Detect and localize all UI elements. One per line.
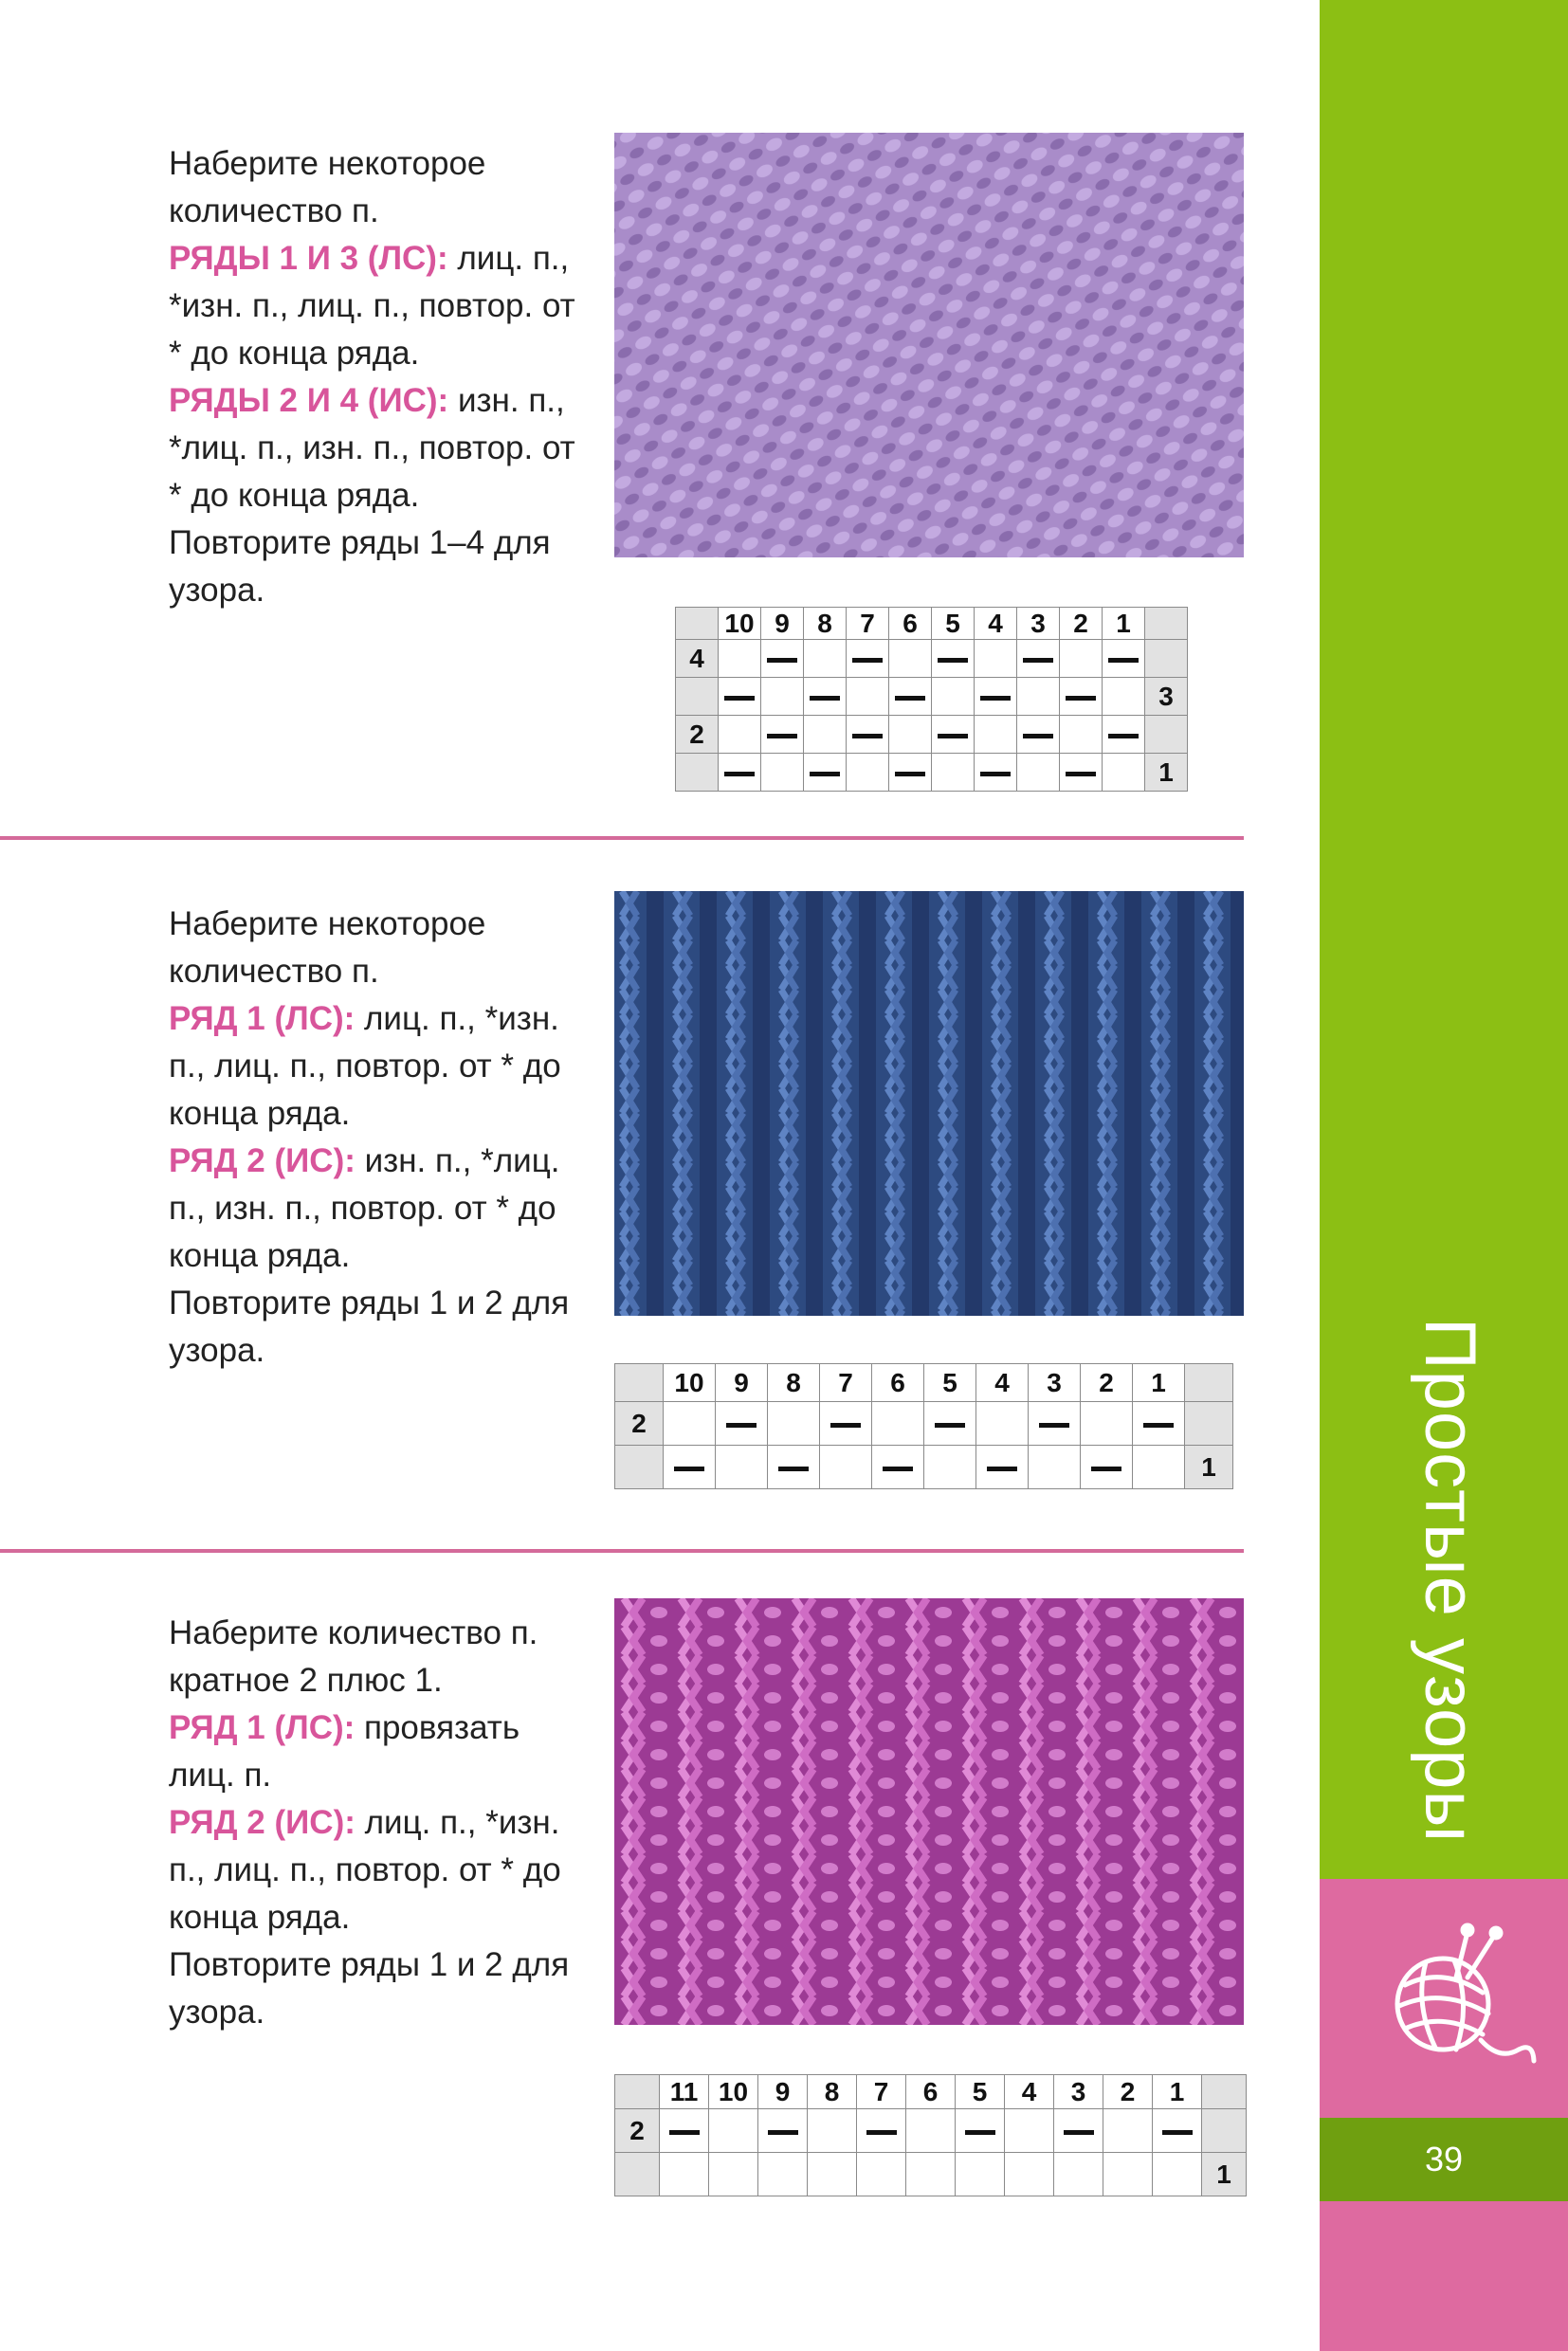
col-label: 2: [1060, 608, 1103, 640]
pattern-3-row-b: [169, 1799, 586, 1941]
col-label: 5: [924, 1364, 976, 1402]
pattern-1-instructions: [169, 140, 586, 614]
purl-symbol: [895, 696, 925, 701]
col-label: 6: [906, 2075, 956, 2109]
purl-symbol: [852, 658, 883, 663]
col-label: 1: [1133, 1364, 1185, 1402]
pattern-3-instructions: [169, 1610, 586, 2036]
purl-symbol: [830, 1423, 861, 1428]
col-label: 2: [1103, 2075, 1153, 2109]
pattern-3-outro: Повторите ряды 1 и 2 для узора.: [169, 1946, 570, 2031]
col-label: 6: [889, 608, 932, 640]
purl-symbol: [1108, 734, 1139, 738]
purl-symbol: [852, 734, 883, 738]
row-label-right: [1185, 1402, 1233, 1446]
purl-symbol: [669, 2130, 700, 2135]
corner-cell: [676, 608, 719, 640]
purl-symbol: [724, 696, 755, 701]
purl-symbol: [935, 1423, 965, 1428]
col-label: 4: [975, 608, 1017, 640]
purl-symbol: [980, 696, 1011, 701]
purl-symbol: [778, 1467, 809, 1471]
col-label: 9: [758, 2075, 808, 2109]
row-text: изн. п., *лиц. п., изн. п., повтор. от * до конца ряда.: [169, 382, 575, 514]
row-label-right: 1: [1185, 1446, 1233, 1489]
corner-cell: [1202, 2075, 1247, 2109]
col-label: 1: [1153, 2075, 1202, 2109]
row-label-left: [676, 678, 719, 716]
purl-symbol: [980, 772, 1011, 776]
col-label: 1: [1103, 608, 1145, 640]
row-label-left: 2: [615, 1402, 664, 1446]
purl-symbol: [810, 772, 840, 776]
swatch-3-rib-stitch: [614, 1598, 1244, 2025]
purl-symbol: [1066, 696, 1096, 701]
section-title-container: [1320, 0, 1568, 1879]
purl-symbol: [768, 2130, 798, 2135]
row-label-right: [1145, 640, 1188, 678]
row-label-left: [615, 1446, 664, 1489]
chart-2: [614, 1363, 1233, 1489]
col-label: 10: [719, 608, 761, 640]
row-label-right: [1145, 716, 1188, 754]
purl-symbol: [1066, 772, 1096, 776]
col-label: 5: [932, 608, 975, 640]
row-label-right: [1202, 2109, 1247, 2153]
purl-symbol: [965, 2130, 995, 2135]
purl-symbol: [987, 1467, 1017, 1471]
purl-symbol: [866, 2130, 897, 2135]
pattern-1-row-a: [169, 235, 586, 377]
col-label: 8: [768, 1364, 820, 1402]
chart-3: [614, 2074, 1247, 2196]
purl-symbol: [1108, 658, 1139, 663]
yarn-ball-icon: [1377, 1919, 1538, 2080]
purl-symbol: [767, 734, 797, 738]
col-label: 10: [664, 1364, 716, 1402]
chart-1: [675, 607, 1188, 792]
row-text: лиц. п., *изн. п., лиц. п., повтор. от * до конца ряда.: [169, 240, 575, 372]
col-label: 6: [872, 1364, 924, 1402]
section-divider: [0, 836, 1244, 840]
col-label: 2: [1081, 1364, 1133, 1402]
col-label: 3: [1054, 2075, 1103, 2109]
purl-symbol: [938, 734, 968, 738]
row-label-left: [615, 2153, 660, 2196]
row-text: провязать лиц. п.: [169, 1709, 520, 1794]
col-label: 8: [804, 608, 847, 640]
row-label: РЯД 1 (ЛС):: [169, 1000, 356, 1037]
section-title: Простые узоры: [1410, 1318, 1490, 1844]
swatch-2-rib-stitch: [614, 891, 1244, 1316]
col-label: 4: [1005, 2075, 1054, 2109]
purl-symbol: [1091, 1467, 1121, 1471]
col-label: 5: [956, 2075, 1005, 2109]
purl-symbol: [1064, 2130, 1094, 2135]
pattern-1-intro: Наберите некоторое количество п.: [169, 145, 486, 229]
corner-cell: [1145, 608, 1188, 640]
row-label-left: 4: [676, 640, 719, 678]
purl-symbol: [1143, 1423, 1174, 1428]
corner-cell: [1185, 1364, 1233, 1402]
pattern-3-row-a: [169, 1704, 586, 1799]
row-label-left: 2: [615, 2109, 660, 2153]
col-label: 9: [716, 1364, 768, 1402]
section-divider: [0, 1549, 1244, 1553]
row-label: РЯД 2 (ИС):: [169, 1804, 356, 1841]
pattern-2-row-a: [169, 995, 586, 1138]
pattern-2-intro: Наберите некоторое количество п.: [169, 905, 486, 990]
col-label: 9: [761, 608, 804, 640]
pattern-1-outro: Повторите ряды 1–4 для узора.: [169, 524, 551, 609]
purl-symbol: [674, 1467, 704, 1471]
col-label: 7: [820, 1364, 872, 1402]
sidebar-footer: [1320, 2201, 1568, 2351]
purl-symbol: [1023, 658, 1053, 663]
pattern-2-row-b: [169, 1138, 586, 1280]
col-label: 8: [808, 2075, 857, 2109]
swatch-1-seed-stitch: [614, 133, 1244, 557]
row-label-right: 1: [1202, 2153, 1247, 2196]
row-label: РЯД 1 (ЛС):: [169, 1709, 356, 1746]
row-text: изн. п., *лиц. п., изн. п., повтор. от * до конца ряда.: [169, 1142, 560, 1274]
purl-symbol: [1039, 1423, 1069, 1428]
purl-symbol: [1162, 2130, 1193, 2135]
row-label: РЯДЫ 2 И 4 (ИС):: [169, 382, 449, 419]
col-label: 7: [857, 2075, 906, 2109]
purl-symbol: [810, 696, 840, 701]
row-text: лиц. п., *изн. п., лиц. п., повтор. от * до конца ряда.: [169, 1804, 561, 1936]
purl-symbol: [938, 658, 968, 663]
purl-symbol: [895, 772, 925, 776]
col-label: 10: [709, 2075, 758, 2109]
col-label: 7: [847, 608, 889, 640]
col-label: 11: [660, 2075, 709, 2109]
page-number: 39: [1320, 2118, 1568, 2201]
row-label: РЯД 2 (ИС):: [169, 1142, 356, 1179]
corner-cell: [615, 1364, 664, 1402]
pattern-2-instructions: [169, 901, 586, 1375]
corner-cell: [615, 2075, 660, 2109]
row-label-left: 2: [676, 716, 719, 754]
pattern-2-outro: Повторите ряды 1 и 2 для узора.: [169, 1285, 570, 1369]
col-label: 3: [1029, 1364, 1081, 1402]
purl-symbol: [767, 658, 797, 663]
col-label: 4: [976, 1364, 1029, 1402]
col-label: 3: [1017, 608, 1060, 640]
purl-symbol: [883, 1467, 913, 1471]
purl-symbol: [724, 772, 755, 776]
row-label: РЯДЫ 1 И 3 (ЛС):: [169, 240, 448, 277]
pattern-3-intro: Наберите количество п. кратное 2 плюс 1.: [169, 1614, 538, 1699]
row-label-right: 3: [1145, 678, 1188, 716]
pattern-1-row-b: [169, 377, 586, 519]
row-label-right: 1: [1145, 754, 1188, 792]
row-label-left: [676, 754, 719, 792]
purl-symbol: [1023, 734, 1053, 738]
purl-symbol: [726, 1423, 757, 1428]
row-text: лиц. п., *изн. п., лиц. п., повтор. от * до конца ряда.: [169, 1000, 561, 1132]
